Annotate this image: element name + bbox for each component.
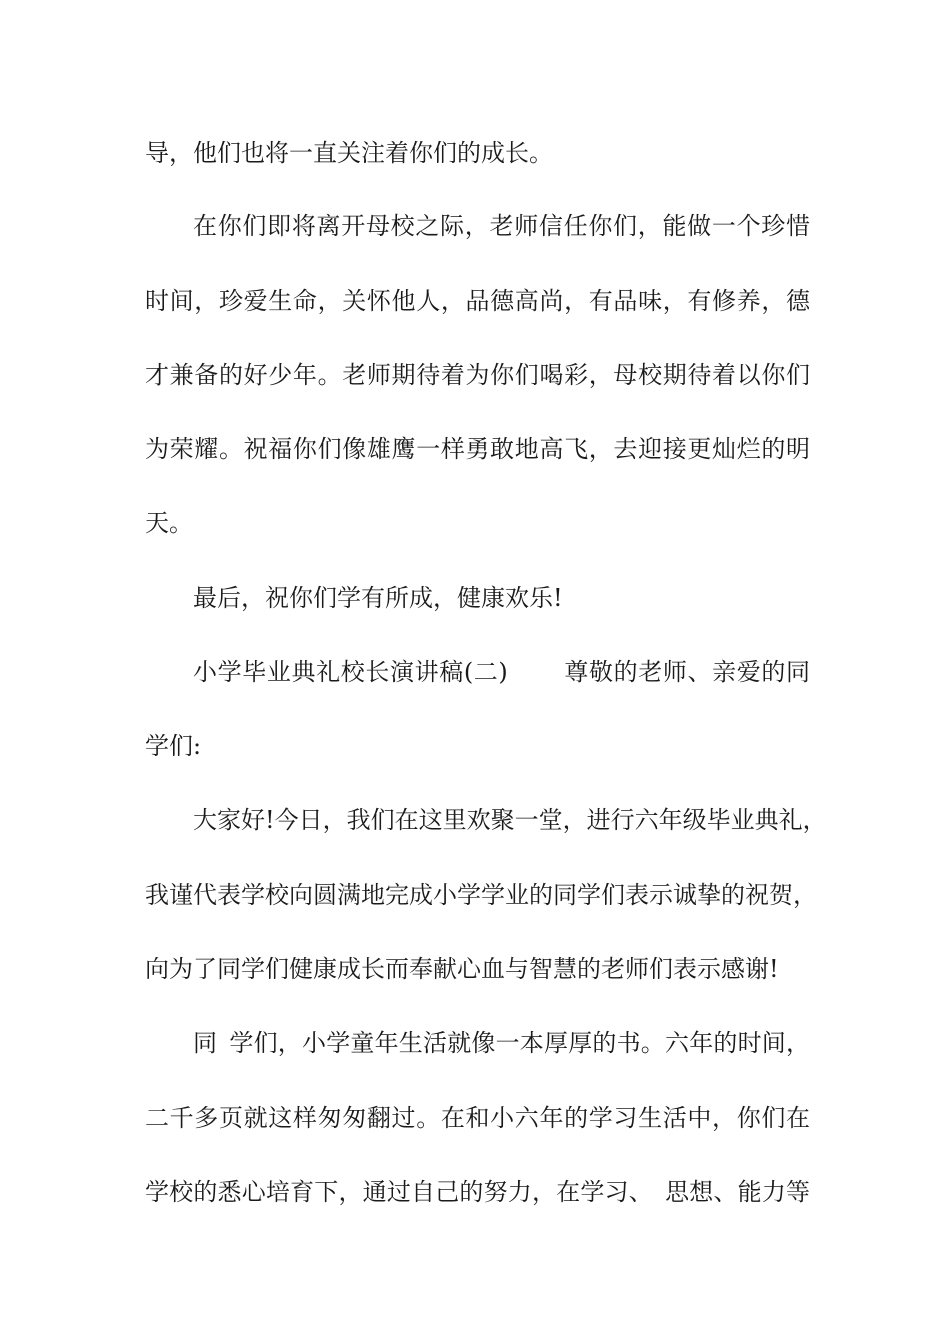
text-line: 为荣耀。祝福你们像雄鹰一样勇敢地高飞，去迎接更灿烂的明: [145, 435, 810, 463]
text-line: 二千多页就这样匆匆翻过。在和小六年的学习生活中，你们在: [145, 1104, 810, 1132]
speech-title: 小学毕业典礼校长演讲稿(二): [193, 658, 508, 686]
text-segment: 学校的悉心培育下，通过自己的努力，在学习、: [145, 1178, 653, 1206]
text-line: [145, 1172, 810, 1212]
text-segment: 同: [193, 1029, 218, 1057]
text-line: 向为了同学们健康成长而奉献心血与智慧的老师们表示感谢!: [145, 955, 779, 983]
text-line: 时间，珍爱生命，关怀他人，品德高尚，有品味，有修养，德: [145, 287, 810, 315]
text-segment: 学们，小学童年生活就像一本厚厚的书。六年的时间，: [229, 1029, 811, 1057]
text-line: 我谨代表学校向圆满地完成小学学业的同学们表示诚挚的祝贺，: [145, 881, 817, 909]
text-line: [193, 1023, 810, 1063]
text-line: 在你们即将离开母校之际，老师信任你们，能做一个珍惜: [193, 212, 810, 240]
text-line: 导，他们也将一直关注着你们的成长。: [145, 139, 553, 167]
salutation: 尊敬的老师、亲爱的同: [563, 658, 810, 686]
text-line: 大家好!今日，我们在这里欢聚一堂，进行六年级毕业典礼，: [193, 806, 827, 834]
text-segment: 思想、能力等: [664, 1178, 811, 1206]
text-line: 才兼备的好少年。老师期待着为你们喝彩，母校期待着以你们: [145, 361, 810, 389]
text-line: 学们:: [145, 732, 202, 760]
text-line: 最后，祝你们学有所成，健康欢乐!: [193, 584, 563, 612]
text-line: 天。: [145, 509, 193, 537]
text-line: [193, 652, 810, 692]
